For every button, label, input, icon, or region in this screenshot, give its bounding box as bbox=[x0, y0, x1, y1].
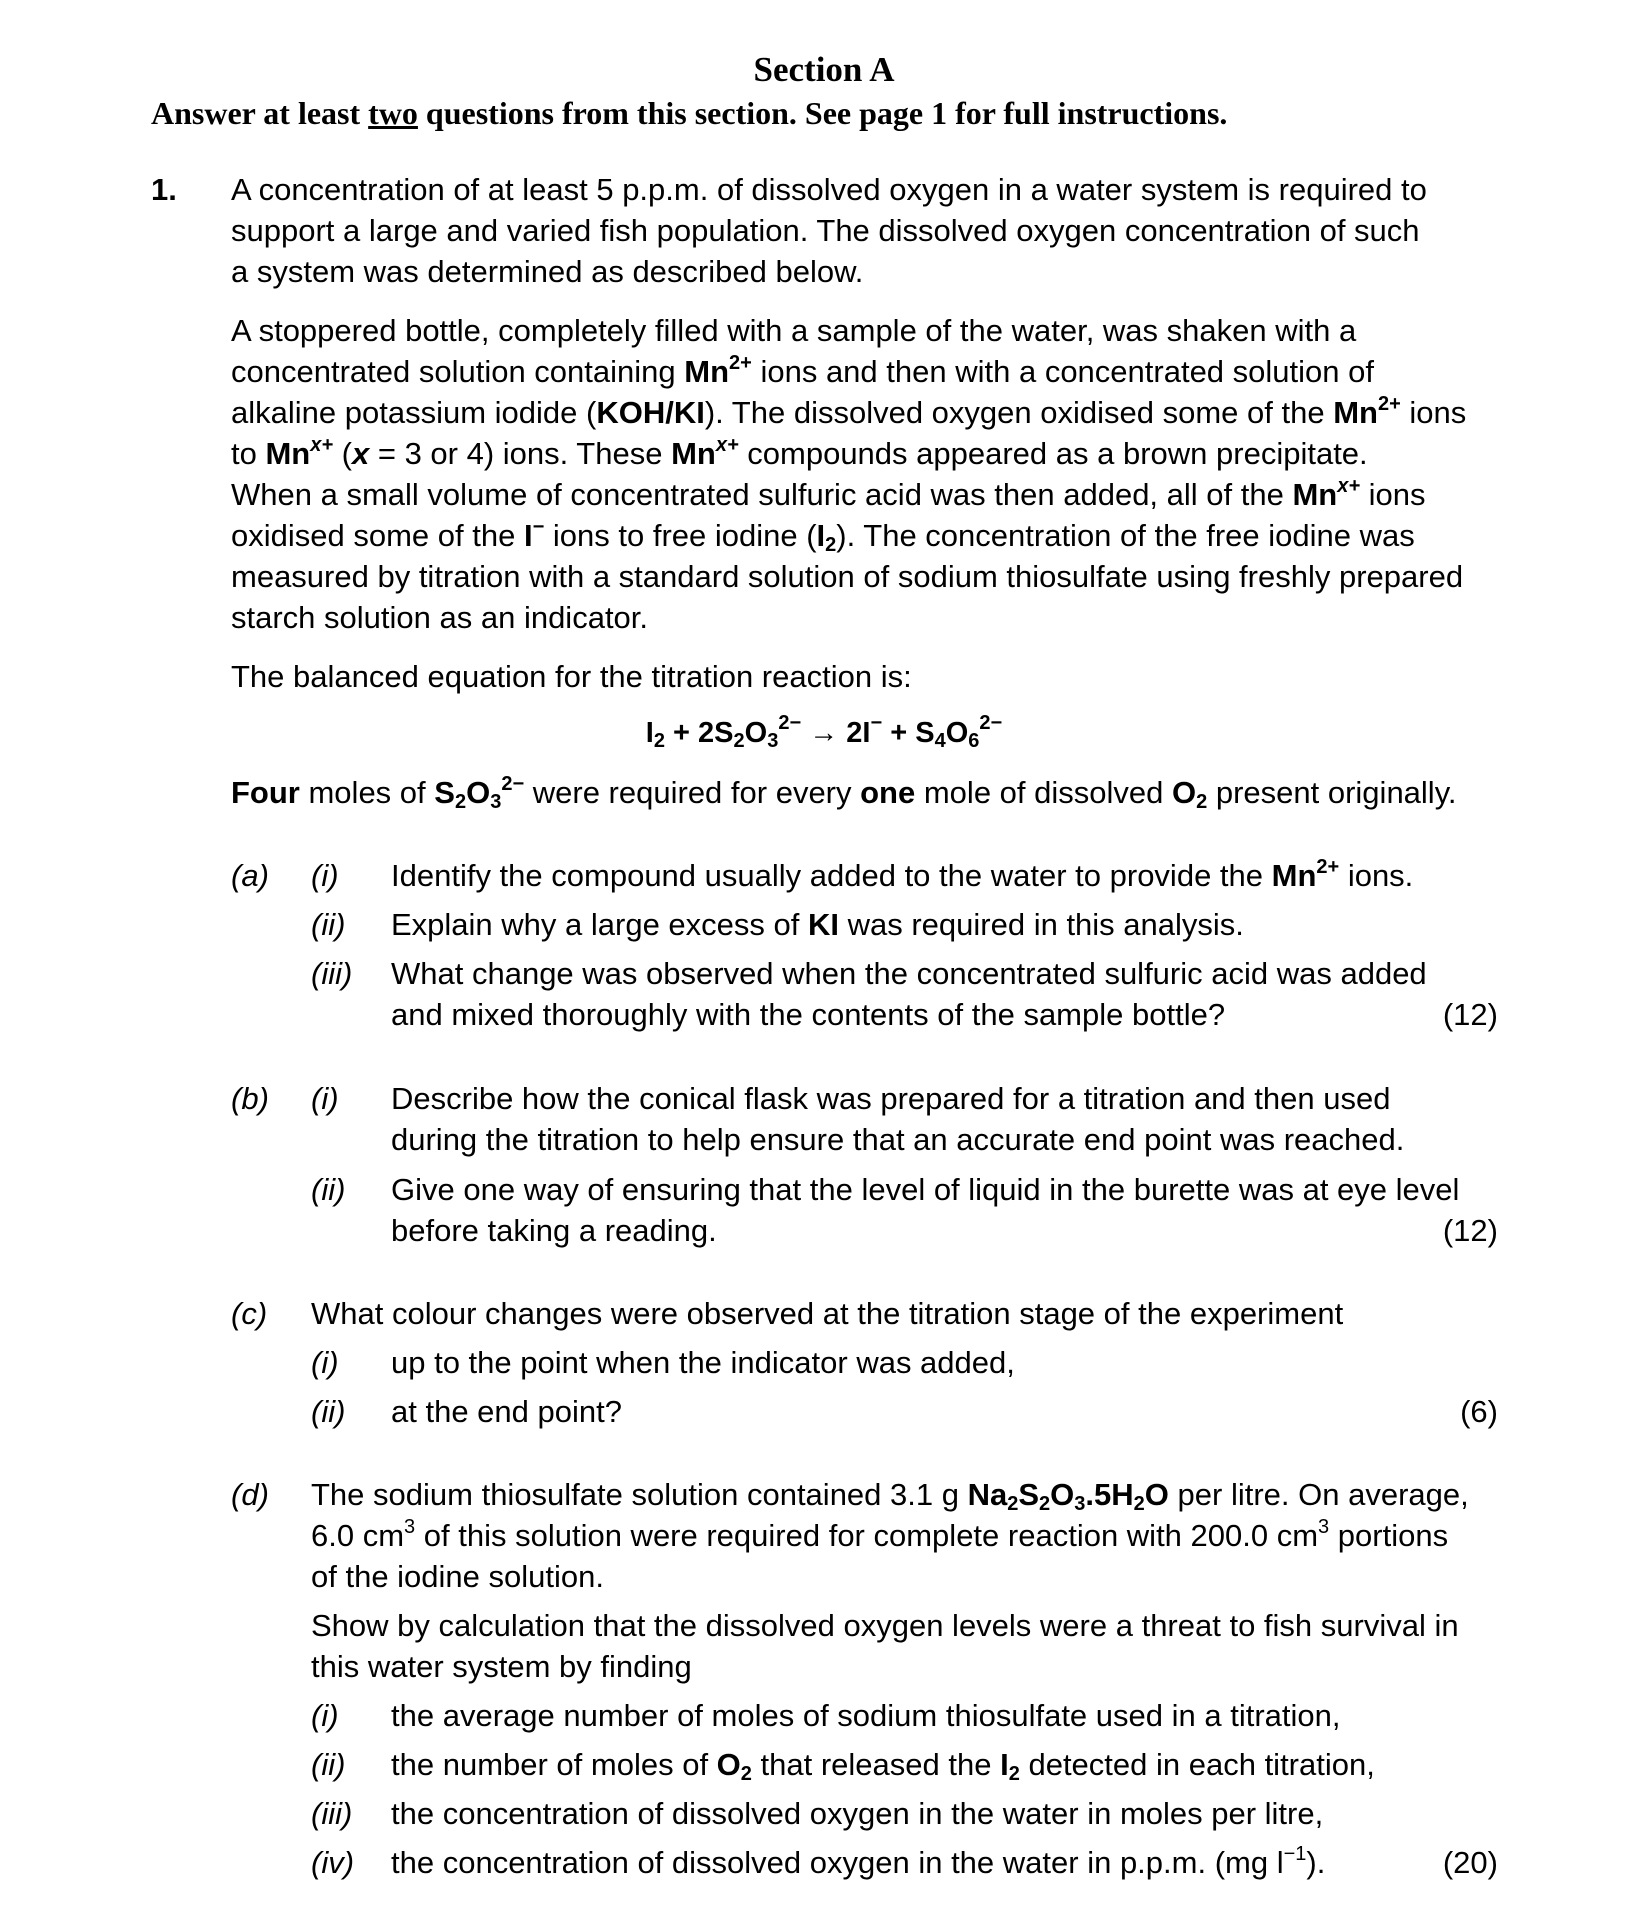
part-a-i-label: (i) bbox=[311, 858, 339, 893]
part-d-line: this water system by finding bbox=[311, 1649, 692, 1684]
part-d-line: 6.0 $cm^3$ of this solution were required for complete reaction with 200.0 $cm^3$ portions bbox=[311, 1516, 1449, 1553]
part-d-line: The sodium thiosulfate solution contained 3.1 g $Na_2S_2O_3.5H_2O$ per litre. On average, bbox=[311, 1477, 1469, 1515]
procedure-line: When a small volume of concentrated sulfuric acid was then added, all of the $Mn^{x+}$ ions bbox=[231, 475, 1426, 512]
part-d-label: (d) bbox=[231, 1477, 269, 1512]
procedure-line: oxidised some of the I− ions to free iodine $(I_2)$. The concentration of the free iodine was bbox=[231, 516, 1415, 556]
part-d-line: of the iodine solution. bbox=[311, 1559, 604, 1594]
part-c-label: (c) bbox=[231, 1296, 268, 1331]
titration-equation: $I_2 + 2S_2O_3^{2-} \to 2I^- + S_4O_6^{2-}$ bbox=[645, 712, 1003, 752]
part-a-marks: (12) bbox=[1442, 997, 1498, 1032]
part-b-i-text: during the titration to help ensure that an accurate end point was reached. bbox=[391, 1122, 1405, 1157]
moles-statement: Four moles of $S_2O_3^{2-}$ were required for every one mole of dissolved $O_2$ present originally. bbox=[231, 773, 1457, 813]
part-c-i-label: (i) bbox=[311, 1345, 339, 1380]
intro-line: A concentration of at least 5 p.p.m. of dissolved oxygen in a water system is required to bbox=[231, 172, 1427, 207]
intro-line: a system was determined as described below. bbox=[231, 254, 864, 289]
procedure-line: to $Mn^{x+}$ (x = 3 or 4) ions. These $Mn^{x+}$ compounds appeared as a brown precipitate. bbox=[231, 434, 1368, 471]
part-d-iii-label: (iii) bbox=[311, 1796, 353, 1831]
part-d-i-label: (i) bbox=[311, 1698, 339, 1733]
section-instruction: Answer at least two questions from this section. See page 1 for full instructions. bbox=[151, 95, 1228, 131]
part-a-ii-text: Explain why a large excess of KI was required in this analysis. bbox=[391, 907, 1244, 942]
part-b-marks: (12) bbox=[1442, 1213, 1498, 1248]
part-d-ii-label: (ii) bbox=[311, 1747, 346, 1782]
part-a-i-text: Identify the compound usually added to the water to provide the $Mn^{2+}$ ions. bbox=[391, 856, 1414, 893]
part-d-iv-text: the concentration of dissolved oxygen in the water in p.p.m. (mg $l^{-1}$). bbox=[391, 1843, 1326, 1880]
equation-intro: The balanced equation for the titration reaction is: bbox=[231, 659, 912, 694]
part-d-marks: (20) bbox=[1442, 1845, 1498, 1880]
procedure-line: measured by titration with a standard solution of sodium thiosulfate using freshly prepared bbox=[231, 559, 1464, 594]
part-a-iii-label: (iii) bbox=[311, 956, 353, 991]
part-c-i-text: up to the point when the indicator was added, bbox=[391, 1345, 1015, 1380]
part-a-ii-label: (ii) bbox=[311, 907, 346, 942]
section-title: Section A bbox=[753, 50, 895, 89]
part-d-iv-label: (iv) bbox=[311, 1845, 355, 1880]
part-a-iii-text: and mixed thoroughly with the contents of the sample bottle? bbox=[391, 997, 1226, 1032]
part-c-ii-label: (ii) bbox=[311, 1394, 346, 1429]
part-b-label: (b) bbox=[231, 1081, 269, 1116]
part-c-ii-text: at the end point? bbox=[391, 1394, 622, 1429]
part-d-iii-text: the concentration of dissolved oxygen in the water in moles per litre, bbox=[391, 1796, 1324, 1831]
part-a-label: (a) bbox=[231, 858, 269, 893]
procedure-line: alkaline potassium iodide (KOH/KI). The dissolved oxygen oxidised some of the $Mn^{2+}$ ions bbox=[231, 393, 1467, 430]
part-d-line: Show by calculation that the dissolved oxygen levels were a threat to fish survival in bbox=[311, 1608, 1459, 1643]
part-b-i-label: (i) bbox=[311, 1081, 339, 1116]
part-b-ii-label: (ii) bbox=[311, 1172, 346, 1207]
part-c-marks: (6) bbox=[1460, 1394, 1498, 1429]
part-b-ii-text: Give one way of ensuring that the level of liquid in the burette was at eye level bbox=[391, 1172, 1460, 1207]
intro-line: support a large and varied fish population. The dissolved oxygen concentration of such bbox=[231, 213, 1420, 248]
procedure-line: A stoppered bottle, completely filled with a sample of the water, was shaken with a bbox=[231, 313, 1357, 348]
part-d-i-text: the average number of moles of sodium thiosulfate used in a titration, bbox=[391, 1698, 1341, 1733]
part-c-intro: What colour changes were observed at the titration stage of the experiment bbox=[311, 1296, 1344, 1331]
procedure-line: concentrated solution containing $Mn^{2+}$ ions and then with a concentrated solution of bbox=[231, 352, 1374, 389]
part-a-iii-text: What change was observed when the concentrated sulfuric acid was added bbox=[391, 956, 1427, 991]
part-b-i-text: Describe how the conical flask was prepared for a titration and then used bbox=[391, 1081, 1391, 1116]
part-d-ii-text: the number of moles of $O_2$ that released the $I_2$ detected in each titration, bbox=[391, 1747, 1375, 1785]
question-number: 1. bbox=[151, 172, 177, 207]
procedure-line: starch solution as an indicator. bbox=[231, 600, 649, 635]
part-b-ii-text: before taking a reading. bbox=[391, 1213, 717, 1248]
